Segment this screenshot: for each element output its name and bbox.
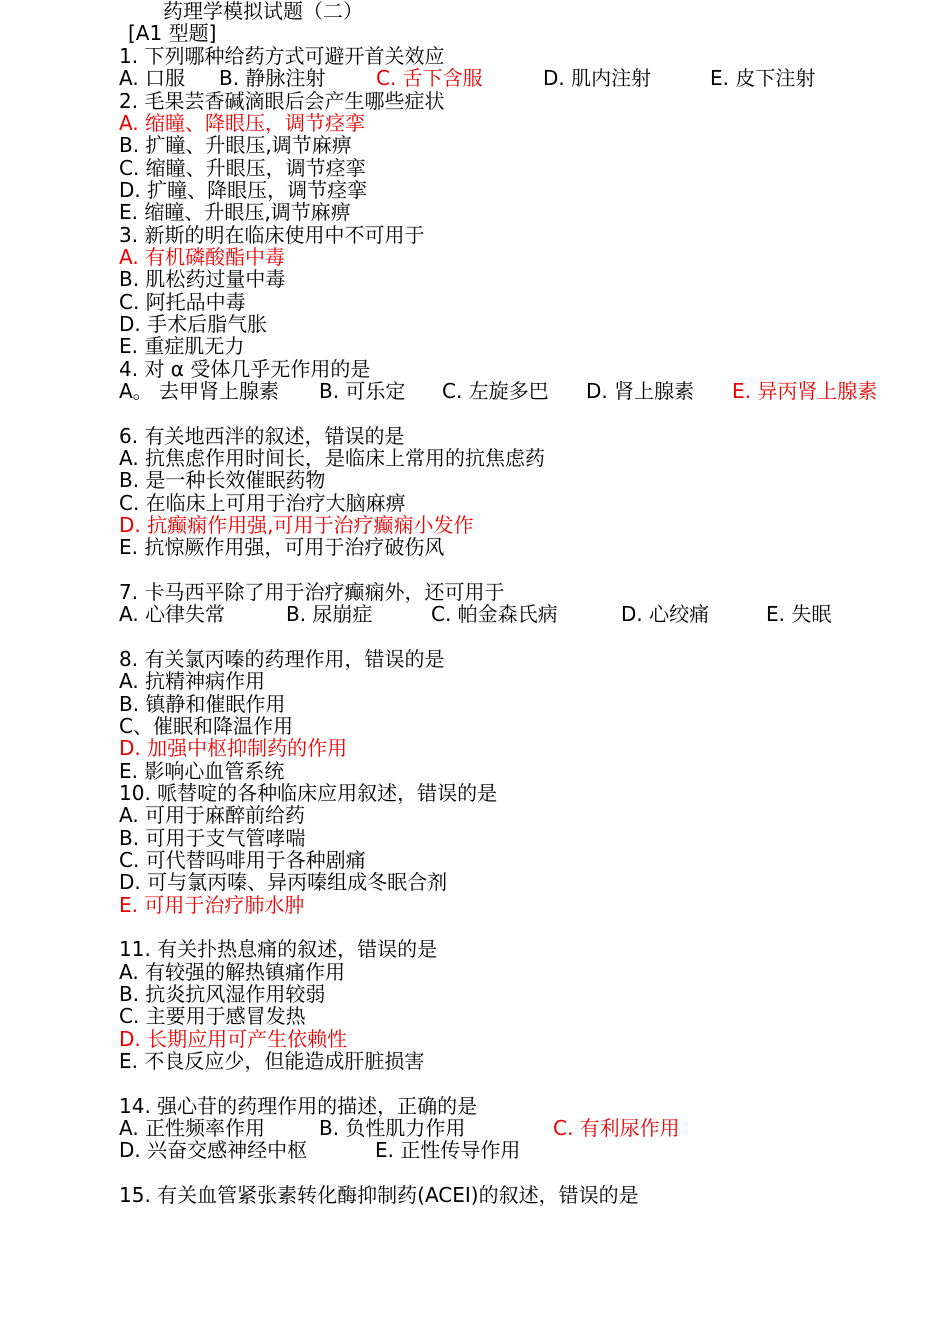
option: E. 正性传导作用 [375,1138,521,1162]
options-row [119,1139,919,1161]
options-row [119,1117,919,1139]
question-stem: 7. 卡马西平除了用于治疗癫痫外，还可用于 [119,580,505,604]
option: B. 肌松药过量中毒 [119,267,286,291]
option-correct: A. 缩瞳、降眼压，调节痉挛 [119,111,366,135]
question-stem: 1. 下列哪种给药方式可避开首关效应 [119,44,445,68]
question-stem: 14. 强心苷的药理作用的描述，正确的是 [119,1094,478,1118]
option: C. 主要用于感冒发热 [119,1004,306,1028]
option: A. 有较强的解热镇痛作用 [119,960,346,984]
option: C. 阿托品中毒 [119,290,246,314]
options-row [119,67,919,89]
option: B. 扩瞳、升眼压,调节麻痹 [119,133,352,157]
option-correct: E. 可用于治疗肺水肿 [119,893,305,917]
option: E. 重症肌无力 [119,334,245,358]
question-stem: 2. 毛果芸香碱滴眼后会产生哪些症状 [119,89,445,113]
option: B. 静脉注射 [219,66,326,90]
page-title: 药理学模拟试题（二） [163,0,363,23]
question-stem: 15. 有关血管紧张素转化酶抑制药(ACEI)的叙述，错误的是 [119,1183,639,1207]
option: C. 在临床上可用于治疗大脑麻痹 [119,491,406,515]
option: E. 失眠 [766,602,832,626]
option: A. 心律失常 [119,602,226,626]
option: A. 抗精神病作用 [119,669,266,693]
option-correct: C. 舌下含服 [376,66,483,90]
option: A. 可用于麻醉前给药 [119,803,306,827]
options-row [119,380,919,402]
question-stem: 10. 哌替啶的各种临床应用叙述，错误的是 [119,781,498,805]
option: B. 可用于支气管哮喘 [119,826,306,850]
option: D. 肌内注射 [543,66,652,90]
question-stem: 11. 有关扑热息痛的叙述，错误的是 [119,937,438,961]
option: C. 可代替吗啡用于各种剧痛 [119,848,366,872]
option: D. 兴奋交感神经中枢 [119,1138,308,1162]
option: E. 影响心血管系统 [119,759,285,783]
option-correct: D. 抗癫痫作用强,可用于治疗癫痫小发作 [119,513,474,537]
option: A. 正性频率作用 [119,1116,266,1140]
option: D. 手术后脂气胀 [119,312,268,336]
section-heading: [A1 型题] [128,21,217,45]
option: E. 皮下注射 [710,66,816,90]
option: E. 不良反应少，但能造成肝脏损害 [119,1049,425,1073]
option: C、催眠和降温作用 [119,714,293,738]
option: B. 尿崩症 [286,602,373,626]
option: C. 左旋多巴 [442,379,549,403]
question-stem: 3. 新斯的明在临床使用中不可用于 [119,223,425,247]
question-stem: 8. 有关氯丙嗪的药理作用，错误的是 [119,647,445,671]
option-correct: D. 加强中枢抑制药的作用 [119,736,348,760]
option: D. 可与氯丙嗪、异丙嗪组成冬眠合剂 [119,870,448,894]
option: D. 肾上腺素 [586,379,695,403]
option: D. 扩瞳、降眼压，调节痉挛 [119,178,368,202]
question-stem: 6. 有关地西泮的叙述，错误的是 [119,424,405,448]
question-stem: 4. 对 α 受体几乎无作用的是 [119,357,371,381]
option: E. 抗惊厥作用强，可用于治疗破伤风 [119,535,445,559]
option: B. 负性肌力作用 [319,1116,466,1140]
option: B. 是一种长效催眠药物 [119,468,326,492]
option: A. 抗焦虑作用时间长，是临床上常用的抗焦虑药 [119,446,546,470]
option: D. 心绞痛 [621,602,710,626]
option-correct: E. 异丙肾上腺素 [732,379,878,403]
option-correct: A. 有机磷酸酯中毒 [119,245,286,269]
option-correct: C. 有利尿作用 [553,1116,680,1140]
option: B. 镇静和催眠作用 [119,692,286,716]
option: E. 缩瞳、升眼压,调节麻痹 [119,200,351,224]
option: C. 缩瞳、升眼压，调节痉挛 [119,156,366,180]
option-correct: D. 长期应用可产生依赖性 [119,1027,348,1051]
options-row [119,603,919,625]
option: C. 帕金森氏病 [431,602,558,626]
option: A. 口服 [119,66,186,90]
option: A。 去甲肾上腺素 [119,379,280,403]
option: B. 可乐定 [319,379,406,403]
option: B. 抗炎抗风湿作用较弱 [119,982,326,1006]
